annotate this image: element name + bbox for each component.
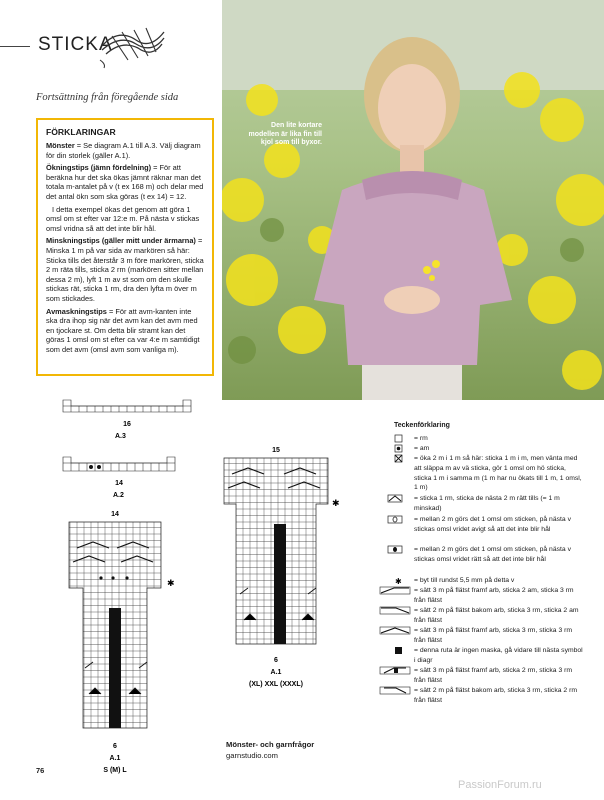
diagram-count: 14 [115,480,123,487]
decrease-symbol-icon [380,495,410,503]
diagram-a1-small [63,508,183,778]
legend-title: Teckenförklaring [394,422,450,429]
explanation-paragraph: Mönster = Se diagram A.1 till A.3. Välj diagram för din storlek (gäller A.1). [46,141,201,160]
diagram-count: 16 [123,421,131,428]
diagram-a1-large [222,444,352,714]
header-rule [0,46,30,47]
diagram-count: 15 [272,447,280,454]
watermark: PassionForum.ru [458,779,542,791]
diagram-count: 14 [111,511,119,518]
increase-symbol-icon [380,455,410,463]
star-icon: ✱ [332,499,340,509]
svg-text:✱: ✱ [395,577,402,586]
diagram-sizes: (XL) XXL (XXXL) [249,681,303,688]
explanation-paragraph: Avmaskningstips = För att avm-kanten inte ska dra ihop sig när det avm kan det avm med en tjockare st. Om detta blir stramt kan det göras 1 omsl om st efter ca var 4:e m samtidigt som det avm (omsl avm som vanliga m). [46,306,200,354]
diagram-label: A.2 [113,492,124,499]
cable-back-icon [380,607,410,615]
yarn-skein-icon [98,20,168,70]
explanations-title: FÖRKLARINGAR [46,127,116,137]
star-icon [380,577,410,585]
explanations-box [36,118,214,376]
diagram-label: A.1 [109,755,121,762]
diagram-label: A.3 [115,433,126,440]
section-title: STICKA [38,34,113,55]
photo-caption: Den lite kortare modellen är lika fin till kjol som till byxor. [248,122,322,147]
continued-note: Fortsättning från föregående sida [36,92,179,103]
explanation-paragraph: Ökningstips (jämn fördelning) = För att beräkna hur det ska ökas jämnt räknar man det totala m-antalet på v (t ex 168 m) och delar med det antal ökn som ska göras (t ex 14) = 12. [46,163,204,201]
model-photo [222,0,604,400]
knit-symbol-icon [380,435,410,443]
diagram-label: A.1 [270,669,282,676]
photo-illustration [222,0,604,400]
footer-title: Mönster- och garnfrågor [226,740,315,749]
purl-symbol-icon [380,445,410,453]
section-header [0,0,220,80]
diagram-a2 [63,455,178,497]
explanation-paragraph: I detta exempel ökas det genom att göra 1 omsl om st efter var 12:e m. På nästa v stickas omsl vridna så att det inte blir hål. [46,204,200,233]
yarn-over-knit-icon [380,546,410,554]
diagram-sizes: S (M) L [103,767,127,774]
diagram-count: 6 [113,743,117,750]
explanation-paragraph: Minskningstips (gäller mitt under ärmarna) = Minska 1 m på var sida av markören så här: Sticka tills det återstår 3 m före markören, sticka 2 m räta tills, sticka 2 rm (markören sitter mellan dessa 2 m), lyft 1 m av st som om den skulle stickas rät, sticka 1 rm, dra den lyfta m över m som stickades. [46,236,204,303]
diagram-a3 [63,398,193,438]
no-stitch-icon [380,647,410,655]
cable-back-small-icon [380,687,410,695]
footer-link[interactable]: garnstudio.com [226,751,278,760]
cable-front-small-icon [380,667,410,675]
page-number: 76 [36,766,45,775]
cable-front-knit-icon [380,627,410,635]
star-icon: ✱ [167,579,175,589]
cable-front-icon [380,587,410,595]
yarn-over-purl-icon [380,516,410,524]
diagram-count: 6 [274,657,278,664]
